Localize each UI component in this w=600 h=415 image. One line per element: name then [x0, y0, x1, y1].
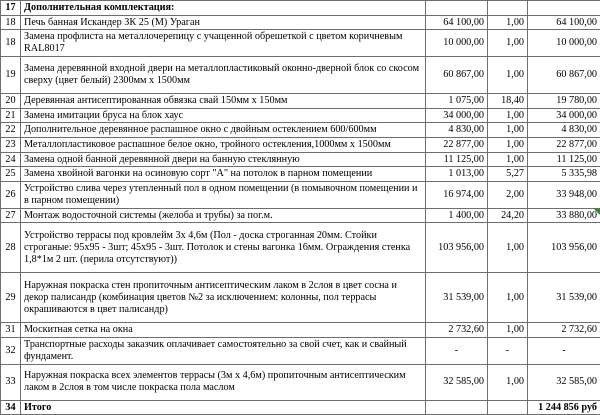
row-quantity: 1,00 [488, 323, 528, 338]
row-number: 21 [1, 108, 21, 123]
table-row [1, 15, 600, 30]
row-unit-price: 22 877,00 [426, 138, 488, 153]
table-row [1, 30, 600, 56]
row-unit-price: 64 100,00 [426, 15, 488, 30]
row-number: 25 [1, 167, 21, 182]
row-unit-price: 32 585,00 [426, 364, 488, 400]
row-description: Устройство террасы под кровлейм 3х 4,6м (Пол - доска строганная 20мм. Стойки строганые: 95х95 - 3шт; 45х95 - 3шт. Потолок и стены вагонка 16мм. Ограждения стенка 1,8*1м 2 шт. (перила отсутствуют)) [21, 223, 426, 273]
row-description: Замена профлиста на металлочерепицу с учащенной обрешеткой с цветом коричневым RAL8017 [21, 30, 426, 56]
row-total [528, 1, 600, 16]
row-quantity: 1,00 [488, 56, 528, 93]
row-total: 33 948,00 [528, 182, 600, 208]
row-unit-price: 1 400,00 [426, 208, 488, 223]
row-quantity: 1,00 [488, 108, 528, 123]
row-quantity: 1,00 [488, 273, 528, 323]
row-total: 34 000,00 [528, 108, 600, 123]
row-total: 31 539,00 [528, 273, 600, 323]
row-description: Устройство слива через утепленный пол в одном помещении (в помывочном помещении и в парном помещении) [21, 182, 426, 208]
row-description: Металлопластиковое распашное белое окно, тройного остекления,1000мм х 1500мм [21, 138, 426, 153]
row-description: Наружная покраска всех элементов террасы (3м х 4,6м) пропиточным антисептическим лаком в 2слоя в том числе покраска пола маслом [21, 364, 426, 400]
row-description: Деревянная антисептированная обвязка свай 150мм х 150мм [21, 93, 426, 108]
table-row [1, 223, 600, 273]
row-unit-price: 10 000,00 [426, 30, 488, 56]
row-description: Замена имитации бруса на блок хаус [21, 108, 426, 123]
row-number: 24 [1, 152, 21, 167]
row-quantity: 2,00 [488, 182, 528, 208]
row-total: 103 956,00 [528, 223, 600, 273]
row-number: 31 [1, 323, 21, 338]
table-row [1, 364, 600, 400]
row-number: 26 [1, 182, 21, 208]
row-description: Замена хвойной вагонки на осиновую сорт "А" на потолок в парном помещении [21, 167, 426, 182]
row-quantity: - [488, 338, 528, 364]
table-row [1, 93, 600, 108]
row-quantity: 5,27 [488, 167, 528, 182]
table-row [1, 167, 600, 182]
row-quantity [488, 400, 528, 415]
table-row [1, 182, 600, 208]
row-total: 32 585,00 [528, 364, 600, 400]
row-quantity: 18,40 [488, 93, 528, 108]
table-row [1, 208, 600, 223]
table-row [1, 338, 600, 364]
row-total: 4 830,00 [528, 123, 600, 138]
row-number: 19 [1, 56, 21, 93]
row-unit-price: 2 732,60 [426, 323, 488, 338]
row-description: Печь банная Искандер ЗК 25 (М) Ураган [21, 15, 426, 30]
row-number: 32 [1, 338, 21, 364]
row-quantity: 24,20 [488, 208, 528, 223]
row-number: 23 [1, 138, 21, 153]
row-total: 64 100,00 [528, 15, 600, 30]
row-total: 5 335,98 [528, 167, 600, 182]
row-total: 60 867,00 [528, 56, 600, 93]
row-unit-price: 11 125,00 [426, 152, 488, 167]
row-number: 17 [1, 1, 21, 16]
row-total: 1 244 856 руб [528, 400, 600, 415]
row-unit-price: 4 830,00 [426, 123, 488, 138]
row-quantity: 1,00 [488, 364, 528, 400]
table-row [1, 108, 600, 123]
row-number: 33 [1, 364, 21, 400]
row-number: 29 [1, 273, 21, 323]
row-unit-price [426, 1, 488, 16]
row-unit-price: 31 539,00 [426, 273, 488, 323]
row-description: Замена деревянной входной двери на металлопластиковый оконно-дверной блок со скосом сверху (цвет белый) 2300мм х 1500мм [21, 56, 426, 93]
row-quantity: 1,00 [488, 15, 528, 30]
row-number: 28 [1, 223, 21, 273]
row-quantity: 1,00 [488, 223, 528, 273]
row-quantity: 1,00 [488, 152, 528, 167]
row-total: 2 732,60 [528, 323, 600, 338]
table-row [1, 56, 600, 93]
table-row [1, 152, 600, 167]
row-number: 27 [1, 208, 21, 223]
row-number: 18 [1, 15, 21, 30]
row-quantity [488, 1, 528, 16]
row-total: - [528, 338, 600, 364]
row-number: 34 [1, 400, 21, 415]
table-row [1, 323, 600, 338]
row-description: Монтаж водосточной системы (желоба и трубы) за пог.м. [21, 208, 426, 223]
row-unit-price: 1 075,00 [426, 93, 488, 108]
row-number: 18 [1, 30, 21, 56]
row-unit-price: 60 867,00 [426, 56, 488, 93]
row-description: Москитная сетка на окна [21, 323, 426, 338]
row-description: Замена одной банной деревянной двери на банную стеклянную [21, 152, 426, 167]
table-row [1, 123, 600, 138]
row-total: 11 125,00 [528, 152, 600, 167]
table-row [1, 1, 600, 16]
table-row [1, 138, 600, 153]
row-unit-price: 103 956,00 [426, 223, 488, 273]
row-unit-price [426, 400, 488, 415]
table-row [1, 400, 600, 415]
row-total: 10 000,00 [528, 30, 600, 56]
row-description: Итого [21, 400, 426, 415]
row-quantity: 1,00 [488, 138, 528, 153]
row-unit-price: - [426, 338, 488, 364]
row-unit-price: 34 000,00 [426, 108, 488, 123]
row-description: Наружная покраска стен пропиточным антисептическим лаком в 2слоя в цвет сосна и декор палисандр (комбинация цветов №2 за исключением: колонны, пол террасы окрашиваются в цвет палисандр) [21, 273, 426, 323]
row-number: 22 [1, 123, 21, 138]
row-description: Дополнительная комплектация: [21, 1, 426, 16]
table-row [1, 273, 600, 323]
row-total: 33 880,00 [528, 208, 600, 223]
row-quantity: 1,00 [488, 30, 528, 56]
row-quantity: 1,00 [488, 123, 528, 138]
row-unit-price: 1 013,00 [426, 167, 488, 182]
row-description: Транспортные расходы заказчик оплачивает самостоятельно за свой счет, как и свайный фундамент. [21, 338, 426, 364]
row-unit-price: 16 974,00 [426, 182, 488, 208]
row-total: 19 780,00 [528, 93, 600, 108]
row-number: 20 [1, 93, 21, 108]
row-description: Дополнительное деревянное распашное окно с двойным остеклением 600/600мм [21, 123, 426, 138]
row-total: 22 877,00 [528, 138, 600, 153]
